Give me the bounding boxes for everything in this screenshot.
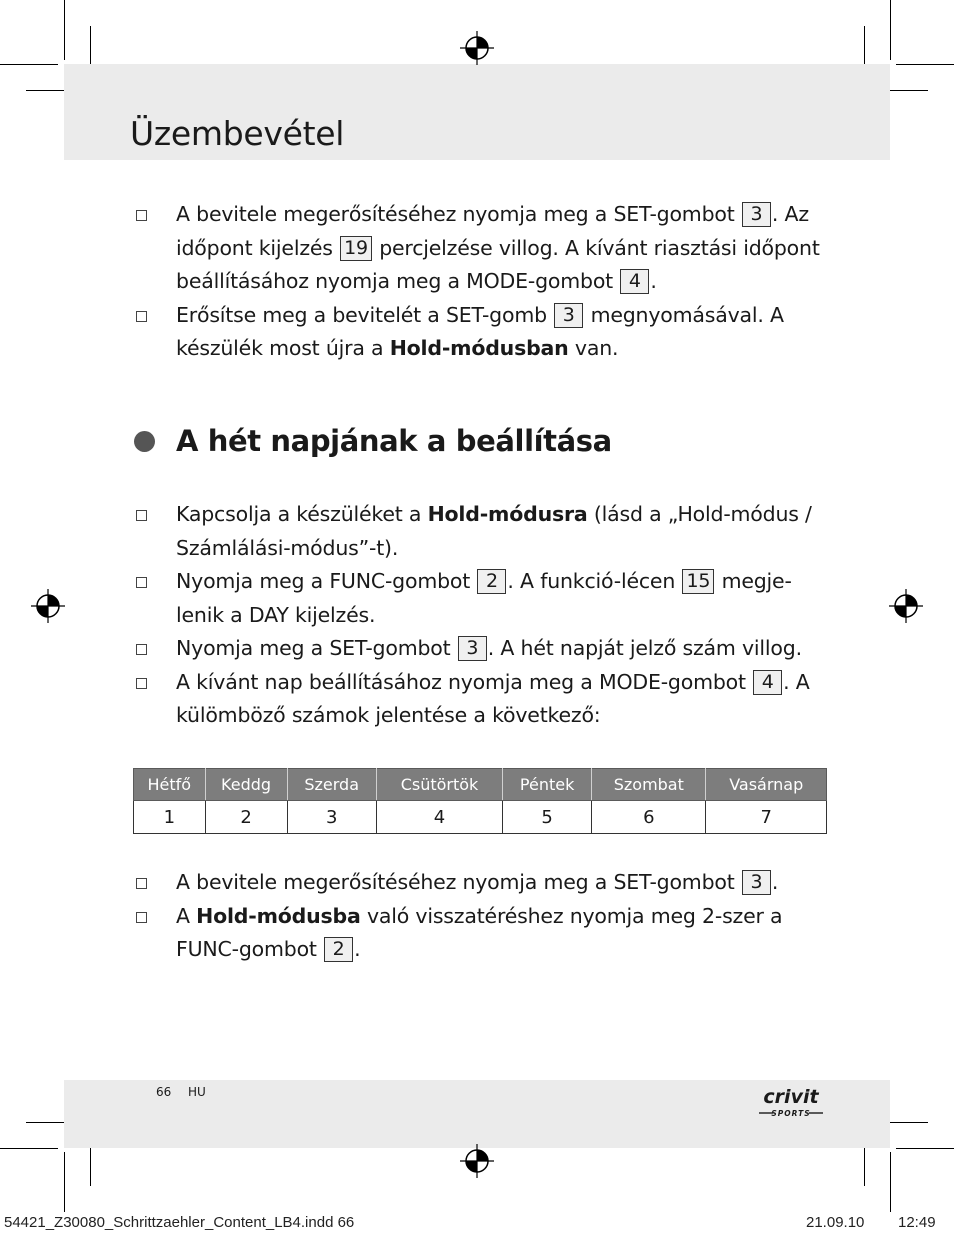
svg-text:SPORTS: SPORTS [771, 1109, 811, 1118]
weekday-header-cell: Szombat [592, 769, 706, 801]
registration-mark-icon [31, 589, 65, 623]
part-reference-box: 3 [742, 202, 771, 227]
part-reference-box: 4 [620, 269, 649, 294]
instruction-text: . A hét napját jelző szám villog. [487, 636, 802, 660]
crop-mark [896, 1148, 954, 1149]
checkbox-square-icon [136, 678, 147, 689]
crop-mark [890, 90, 928, 91]
weekday-table [133, 768, 827, 834]
part-reference-box: 2 [324, 937, 353, 962]
instruction-text: Erősítse meg a bevitelét a SET-gomb [176, 302, 554, 327]
instruction-item [130, 198, 830, 299]
weekday-instruction-list [130, 498, 830, 733]
intro-instruction-list [130, 198, 830, 366]
instruction-text: percjelzése villog. A kívánt riasztási időpont beállításához nyomja meg a MODE-gombot [176, 235, 820, 293]
instruction-text: Kapcsolja a készüléket a [176, 502, 428, 526]
weekday-table-header-row [134, 769, 827, 801]
part-reference-box: 3 [458, 636, 487, 661]
instruction-text: A bevitele megerősítéséhez nyomja meg a SET-gombot [176, 870, 741, 894]
crop-mark [0, 64, 58, 65]
confirm-instruction-list [130, 866, 830, 967]
weekday-number-cell: 3 [287, 801, 376, 834]
instruction-item [130, 565, 830, 632]
instruction-item [130, 900, 830, 967]
section-title: A hét napjának a beállítása [176, 424, 612, 458]
bold-term: Hold-módusba [196, 903, 361, 928]
checkbox-square-icon [136, 510, 147, 521]
slug-filename: 54421_Z30080_Schrittzaehler_Content_LB4.indd 66 [4, 1214, 355, 1231]
part-reference-box: 15 [682, 569, 714, 594]
weekday-number-cell: 7 [706, 801, 827, 834]
part-reference-box: 3 [742, 870, 771, 895]
part-reference-box: 3 [554, 303, 583, 328]
instruction-item [130, 666, 830, 733]
instruction-text: . [650, 269, 657, 293]
page-number: 66 [156, 1085, 172, 1099]
crivit-logo [756, 1082, 826, 1120]
crop-mark [864, 1148, 865, 1186]
weekday-header-cell: Vasárnap [706, 769, 827, 801]
registration-mark-icon [460, 31, 494, 65]
bold-term: Hold-módusban [389, 336, 569, 360]
weekday-header-cell: Csütörtök [376, 769, 502, 801]
weekday-header-cell: Keddg [205, 769, 287, 801]
crop-mark [896, 64, 954, 65]
instruction-item [130, 866, 830, 900]
page-title: Üzembevétel [130, 114, 345, 153]
crop-mark [90, 26, 91, 64]
checkbox-square-icon [136, 577, 147, 588]
instruction-item [130, 498, 830, 565]
bullet-dot-icon [134, 431, 155, 452]
instruction-text: van. [568, 336, 619, 360]
instruction-text: A bevitele megerősítéséhez nyomja meg a SET-gombot [176, 202, 741, 226]
crop-mark [90, 1148, 91, 1186]
section-heading [134, 424, 612, 458]
weekday-number-cell: 5 [503, 801, 592, 834]
registration-mark-icon [460, 1144, 494, 1178]
registration-mark-icon [889, 589, 923, 623]
crop-mark [26, 1122, 64, 1123]
weekday-number-cell: 4 [376, 801, 502, 834]
crop-mark [890, 1122, 928, 1123]
weekday-header-cell: Hétfő [134, 769, 206, 801]
weekday-number-cell: 6 [592, 801, 706, 834]
instruction-text: megnyomásával. A készülék most újra a [176, 302, 784, 360]
instruction-text: megje-lenik a DAY kijelzés. [176, 569, 792, 627]
weekday-table-value-row [134, 801, 827, 834]
part-reference-box: 2 [477, 569, 506, 594]
crop-mark [864, 26, 865, 64]
instruction-text: Nyomja meg a SET-gombot [176, 636, 457, 660]
checkbox-square-icon [136, 311, 147, 322]
weekday-header-cell: Péntek [503, 769, 592, 801]
checkbox-square-icon [136, 210, 147, 221]
crop-mark [890, 1152, 891, 1212]
instruction-text: . [771, 870, 779, 894]
slug-time: 12:49 [898, 1214, 936, 1231]
checkbox-square-icon [136, 878, 147, 889]
instruction-text: (lásd a „Hold-módus / Számlálási-módus”-t). [176, 502, 812, 560]
part-reference-box: 19 [340, 236, 372, 261]
instruction-text: . A funkció-lécen [507, 569, 682, 593]
crop-mark [890, 0, 891, 60]
weekday-header-cell: Szerda [287, 769, 376, 801]
bold-term: Hold-módusra [427, 502, 588, 526]
weekday-number-cell: 1 [134, 801, 206, 834]
checkbox-square-icon [136, 644, 147, 655]
instruction-text: . Az időpont kijelzés [176, 202, 809, 260]
crop-mark [0, 1148, 58, 1149]
instruction-text: A kívánt nap beállításához nyomja meg a MODE-gombot [176, 669, 753, 694]
weekday-number-cell: 2 [205, 801, 287, 834]
instruction-text: való visszatéréshez nyomja meg 2-szer a FUNC-gombot [176, 903, 783, 961]
instruction-text: . A külömböző számok jelentése a következő: [176, 669, 810, 727]
crop-mark [64, 0, 65, 60]
instruction-text: Nyomja meg a FUNC-gombot [176, 569, 477, 593]
slug-date: 21.09.10 [806, 1214, 865, 1231]
checkbox-square-icon [136, 912, 147, 923]
instruction-item [130, 632, 830, 666]
svg-text:crivit: crivit [763, 1086, 819, 1108]
crop-mark [26, 90, 64, 91]
instruction-text: . [354, 937, 361, 961]
language-code: HU [188, 1085, 206, 1099]
crop-mark [64, 1152, 65, 1212]
part-reference-box: 4 [753, 670, 782, 695]
instruction-item [130, 299, 830, 366]
instruction-text: A [176, 903, 197, 928]
